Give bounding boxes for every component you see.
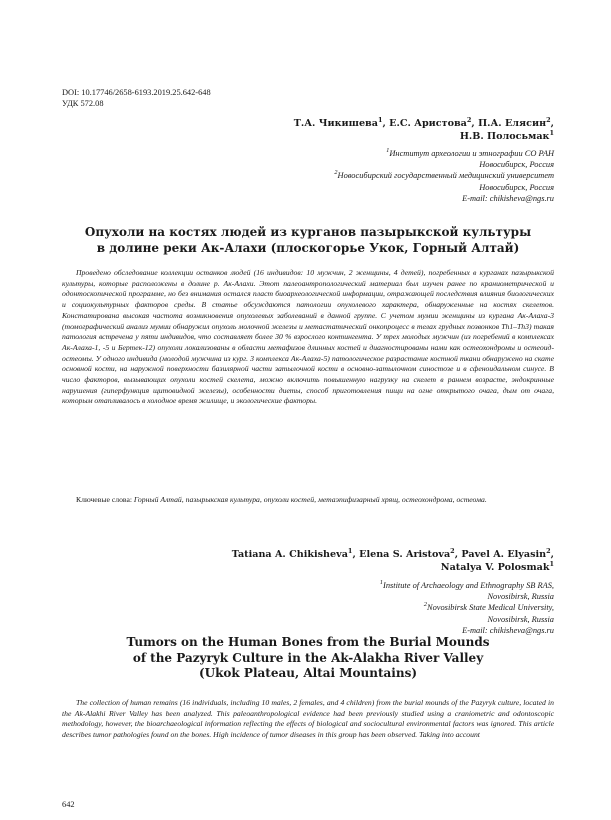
en-affil-2-city: Novosibirsk, Russia: [487, 614, 554, 624]
en-author-1-affil: 1: [347, 546, 353, 555]
ru-affil-1-city: Новосибирск, Россия: [479, 160, 554, 170]
en-email[interactable]: E-mail: chikisheva@ngs.ru: [462, 625, 554, 635]
en-author-4: Natalya V. Polosmak: [440, 561, 550, 573]
page-number: 642: [62, 800, 75, 809]
ru-affil-2-city: Новосибирск, Россия: [479, 182, 554, 192]
en-author-4-affil: 1: [549, 559, 554, 568]
en-title: Tumors on the Human Bones from the Burial Mounds of the Pazyryk Culture in the Ak-Alakha River Valley (Ukok Plateau, Altai Mountains): [126, 635, 490, 680]
ru-author-2: Е.С. Аристова: [389, 118, 467, 129]
en-authors: Tatiana A. Chikisheva$^1$, Elena S. Aristova$^2$, Pavel A. Elyasin$^2$, Natalya V. Polosmak$^1$: [231, 546, 554, 573]
en-author-1: Tatiana A. Chikisheva: [231, 549, 348, 560]
udk: УДК 572.08: [62, 99, 104, 108]
ru-author-3-affil: 2: [546, 115, 551, 124]
ru-author-1: Т.А. Чикишева: [293, 118, 378, 129]
ru-affiliations: $^1$Институт археологии и этнографии СО РАН Новосибирск, Россия $^2$Новосибирский государственный медицинский университет Новосибирск, Россия E-mail: chikisheva@ngs.ru: [334, 147, 554, 203]
ru-author-4: Н.В. Полосьмак: [459, 130, 550, 142]
en-affil-1: Institute of Archaeology and Ethnography SB RAS,: [383, 581, 554, 590]
en-author-3: Pavel A. Elyasin: [461, 549, 547, 560]
ru-author-4-affil: 1: [549, 128, 554, 137]
en-affil-1-city: Novosibirsk, Russia: [487, 592, 554, 602]
en-affil-2: Novosibirsk State Medical University,: [427, 603, 554, 613]
ru-abstract: Проведено обследование коллекции останков людей (16 индивидов: 10 мужчин, 2 женщины, 4 детей), погребенных в курганах пазырыкской культуры, которые расположены в долине р. Ак-Алахи. Этот палеоантропологический материал был изучен ранее по краниометрической и одонтоскопической программе, но без внимания остался пласт биоархеологической информации, отражающей последствия влияния биологических и социокультурных факторов среды. В статье обсуждаются патологии опухолевого характера, обнаруженные на костях скелетов. Констатирована высокая частота возникновения опухолевых заболеваний в данной группе. С учетом мумии женщины из кургана Ак-Алаха-3 (томографический анализ мумии обнаружил опухоль молочной железы и метастатический онкопроцесс в телах грудных позвонков Th1–Th3) такая патология встречена у пяти индивидов, что составляет более 30 % взрослого контингента. У трех молодых мужчин (из погребений в комплексах Ак-Алаха-1, -5 и Бертек-12) опухоли локализованы в области метафизов длинных костей и диагностированы нами как остеохондромы и остеоид-остеомы. У одного индивида (молодой мужчина из кург. 3 комплекса Ак-Алаха-5) патологическое разрастание костной ткани обнаружено на скате основной кости, на наружной поверхности базилярной части затылочной кости в основно-затылочном синостозе и в сфеноидальном синусе. В число факторов, вызывающих опухоли костей скелета, можно включить повышенную нагрузку на скелет в раннем возрасте, эндокринные нарушения (гиперфункция щитовидной железы), особенности диеты, способ приготовления пищи на огне открытого очага, дым от очага, которым отапливалось в холодное время жилище, и экологические факторы.: [62, 268, 554, 406]
en-author-2-affil: 2: [450, 546, 455, 555]
en-affiliations: $^1$Institute of Archaeology and Ethnography SB RAS, Novosibirsk, Russia $^2$Novosibirsk State Medical University, Novosibirsk, Russia E-mail: chikisheva@ngs.ru: [379, 579, 554, 635]
article-meta: [62, 87, 211, 109]
ru-author-3: П.А. Елясин: [478, 118, 547, 129]
en-author-3-affil: 2: [546, 546, 551, 555]
ru-title: Опухоли на костях людей из курганов пазырыкской культуры в долине реки Ак-Алахи (плоскогорье Укок, Горный Алтай): [84, 225, 532, 255]
ru-authors: Т.А. Чикишева$^1$, Е.С. Аристова$^2$, П.А. Елясин$^2$, Н.В. Полосьмак$^1$: [293, 115, 554, 142]
ru-author-2-affil: 2: [466, 115, 472, 124]
ru-author-1-affil: 1: [377, 115, 383, 124]
ru-email[interactable]: E-mail: chikisheva@ngs.ru: [462, 193, 554, 203]
ru-keywords: [62, 495, 554, 506]
en-abstract: The collection of human remains (16 individuals, including 10 males, 2 females, and 4 children) from the burial mounds of the Pazyryk culture, located in the Ak-Alakhi River Valley has been analyzed. This paleoanthropological evidence had been previously studied using a craniometric and odontoscopic methodology, however, the bioarchaeological information reflecting the effects of biological and sociocultural environmental factors was ignored. This article describes tumor pathologies found on the bones. High incidence of tumor diseases in this group has been observed. Taking into account: [62, 698, 554, 740]
ru-keywords-list: Горный Алтай, пазырыкская культура, опухоли костей, метаэпифизарный хрящ, остеохондрома, остеома.: [133, 495, 487, 504]
ru-keywords-label: Ключевые слова:: [76, 495, 132, 504]
doi[interactable]: DOI: 10.17746/2658-6193.2019.25.642-648: [62, 88, 211, 97]
en-author-2: Elena S. Aristova: [359, 549, 451, 560]
ru-affil-1: Институт археологии и этнографии СО РАН: [389, 149, 554, 158]
ru-affil-2: Новосибирский государственный медицинский университет: [337, 171, 554, 181]
